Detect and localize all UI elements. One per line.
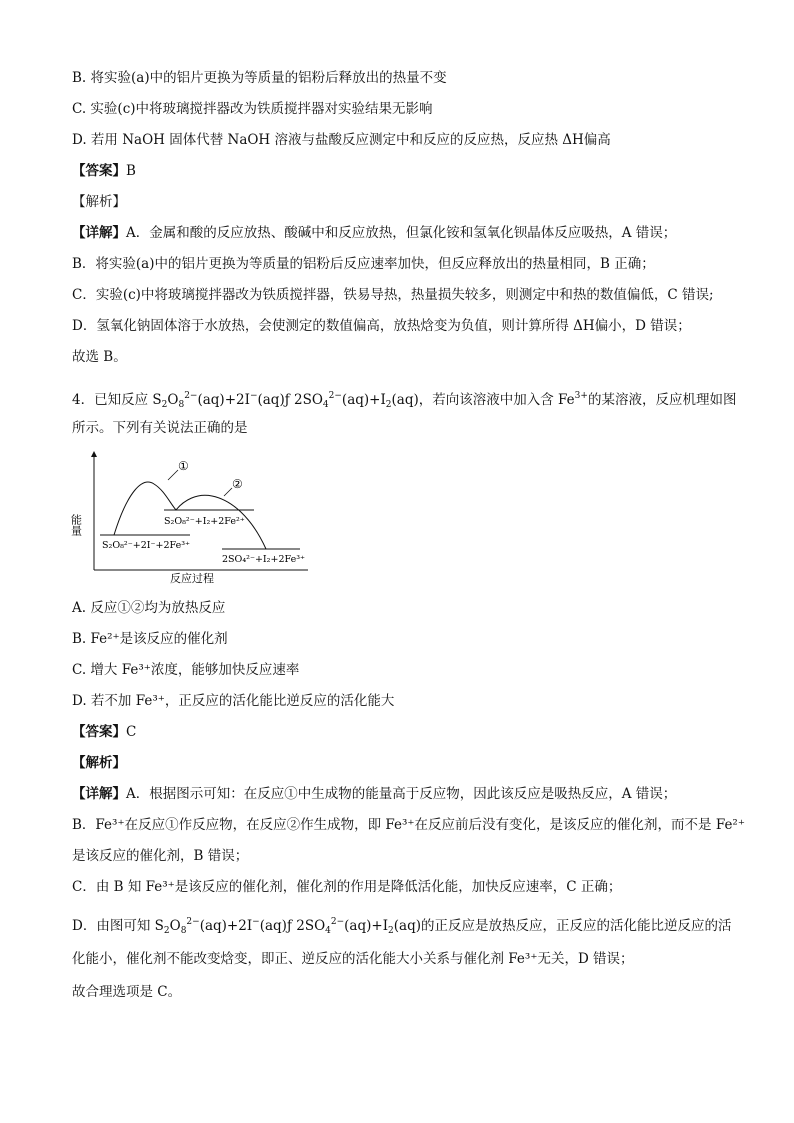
question-4-stem-2: 所示。下列有关说法正确的是 (72, 420, 248, 436)
q4-text: (aq)，若向该溶液中加入含 Fe (391, 392, 575, 408)
sup: 2− (328, 391, 342, 401)
q4-text: (aq)+2I (197, 392, 250, 408)
sup: 3+ (574, 391, 588, 401)
conclusion: 故合理选项是 C。 (72, 984, 182, 1000)
sub: 2 (161, 400, 168, 410)
peak2-pointer (224, 488, 232, 496)
q4-text: 4．已知反应 S (72, 392, 162, 408)
detail-label: 【详解】 (72, 786, 126, 802)
sub: 2 (385, 400, 392, 410)
detail-c-prev: C．实验(c)中将玻璃搅拌器改为铁质搅拌器，铁易导热，热量损失较多，则测定中和热的数值偏低，C 错误; (72, 287, 714, 303)
option-b-prev: B. 将实验(a)中的铝片更换为等质量的铝粉后释放出的热量不变 (72, 70, 447, 86)
sub: 4 (322, 400, 329, 410)
option-c: C. 增大 Fe³⁺浓度，能够加快反应速率 (72, 662, 300, 678)
sup: 2− (184, 391, 198, 401)
answer-label: 【答案】 (72, 163, 126, 179)
option-a: A. 反应①②均为放热反应 (72, 600, 226, 616)
conclusion-prev: 故选 B。 (72, 349, 127, 365)
level-mid-label: S₂O₈²⁻+I₂+2Fe²⁺ (164, 516, 245, 527)
option-b: B. Fe²⁺是该反应的催化剂 (72, 631, 228, 647)
q4-text: (aq)+I (341, 392, 386, 408)
sup: 2− (330, 917, 345, 927)
answer-label: 【答案】 (72, 724, 126, 740)
sup: 2− (186, 917, 200, 927)
detail-d-2: 化能小，催化剂不能改变焓变，即正、逆反应的活化能大小关系与催化剂 Fe³⁺无关，D 错误； (72, 951, 634, 967)
question-4-stem (72, 386, 737, 415)
detail-d-text: D．由图可知 S (72, 918, 164, 934)
sub: 4 (325, 926, 331, 936)
peak1-pointer (168, 470, 178, 480)
analysis-label: 【解析】 (72, 755, 126, 771)
peak1-label: ① (178, 459, 189, 473)
y-axis-label: 能量 (69, 514, 83, 536)
detail-d-1 (72, 912, 734, 941)
sup: − (249, 391, 258, 401)
level-end-label: 2SO₄²⁻+I₂+2Fe³⁺ (222, 554, 306, 565)
detail-c: C．由 B 知 Fe³⁺是该反应的催化剂，催化剂的作用是降低活化能，加快反应速率，C 正确； (72, 879, 622, 895)
detail-b-1: B．Fe³⁺在反应①作反应物，在反应②作生成物，即 Fe³⁺在反应前后没有变化，是该反应的催化剂，而不是 Fe²⁺ (72, 817, 745, 833)
answer-value: C (126, 724, 137, 740)
option-c-prev: C. 实验(c)中将玻璃搅拌器改为铁质搅拌器对实验结果无影响 (72, 101, 433, 117)
option-d-prev: D. 若用 NaOH 固体代替 NaOH 溶液与盐酸反应测定中和反应的反应热，反应热 ΔH偏高 (72, 132, 611, 148)
detail-a-text: A．金属和酸的反应放热、酸碱中和反应放热，但氯化铵和氢氧化钡晶体反应吸热，A 错误； (126, 225, 677, 241)
sup: − (252, 917, 260, 927)
sub: 2 (163, 926, 170, 936)
answer-value: B (126, 163, 136, 179)
detail-a-text: A．根据图示可知：在反应①中生成物的能量高于反应物，因此该反应是吸热反应，A 错误； (126, 786, 677, 802)
sub: 8 (178, 400, 185, 410)
detail-label: 【详解】 (72, 225, 126, 241)
detail-d-prev: D．氢氧化钠固体溶于水放热，会使测定的数值偏高，放热焓变为负值，则计算所得 ΔH偏小，D 错误； (72, 318, 691, 334)
chem-o: O (167, 392, 179, 408)
peak2-label: ② (232, 477, 243, 491)
analysis-label-prev: 【解析】 (72, 194, 126, 210)
level-start-label: S₂O₈²⁻+2I⁻+2Fe³⁺ (102, 540, 191, 551)
detail-b-2: 是该反应的催化剂，B 错误； (72, 848, 249, 864)
chem-o: O (169, 918, 181, 934)
detail-d-text: (aq)+2I (199, 918, 253, 934)
sub: 2 (388, 926, 394, 936)
answer-q4 (72, 722, 734, 742)
x-axis-label: 反应过程 (170, 572, 214, 585)
detail-d-text: (aq)+I (344, 918, 389, 934)
detail-b-prev: B．将实验(a)中的铝片更换为等质量的铝粉后反应速率加快，但反应释放出的热量相同，B 正确； (72, 256, 655, 272)
sub: 8 (180, 926, 187, 936)
detail-a (72, 784, 734, 804)
detail-a-prev (72, 223, 734, 243)
energy-diagram-svg (69, 448, 312, 586)
energy-diagram (69, 448, 312, 586)
option-d: D. 若不加 Fe³⁺，正反应的活化能比逆反应的活化能大 (72, 693, 395, 709)
detail-d-text: (aq)的正反应是放热反应，正反应的活化能比逆反应的活 (393, 918, 732, 934)
q4-text: (aq)ƒ 2SO (257, 392, 323, 408)
detail-d-text: (aq)ƒ 2SO (259, 918, 326, 934)
answer-prev (72, 161, 734, 181)
q4-text: 的某溶液，反应机理如图 (587, 392, 737, 408)
